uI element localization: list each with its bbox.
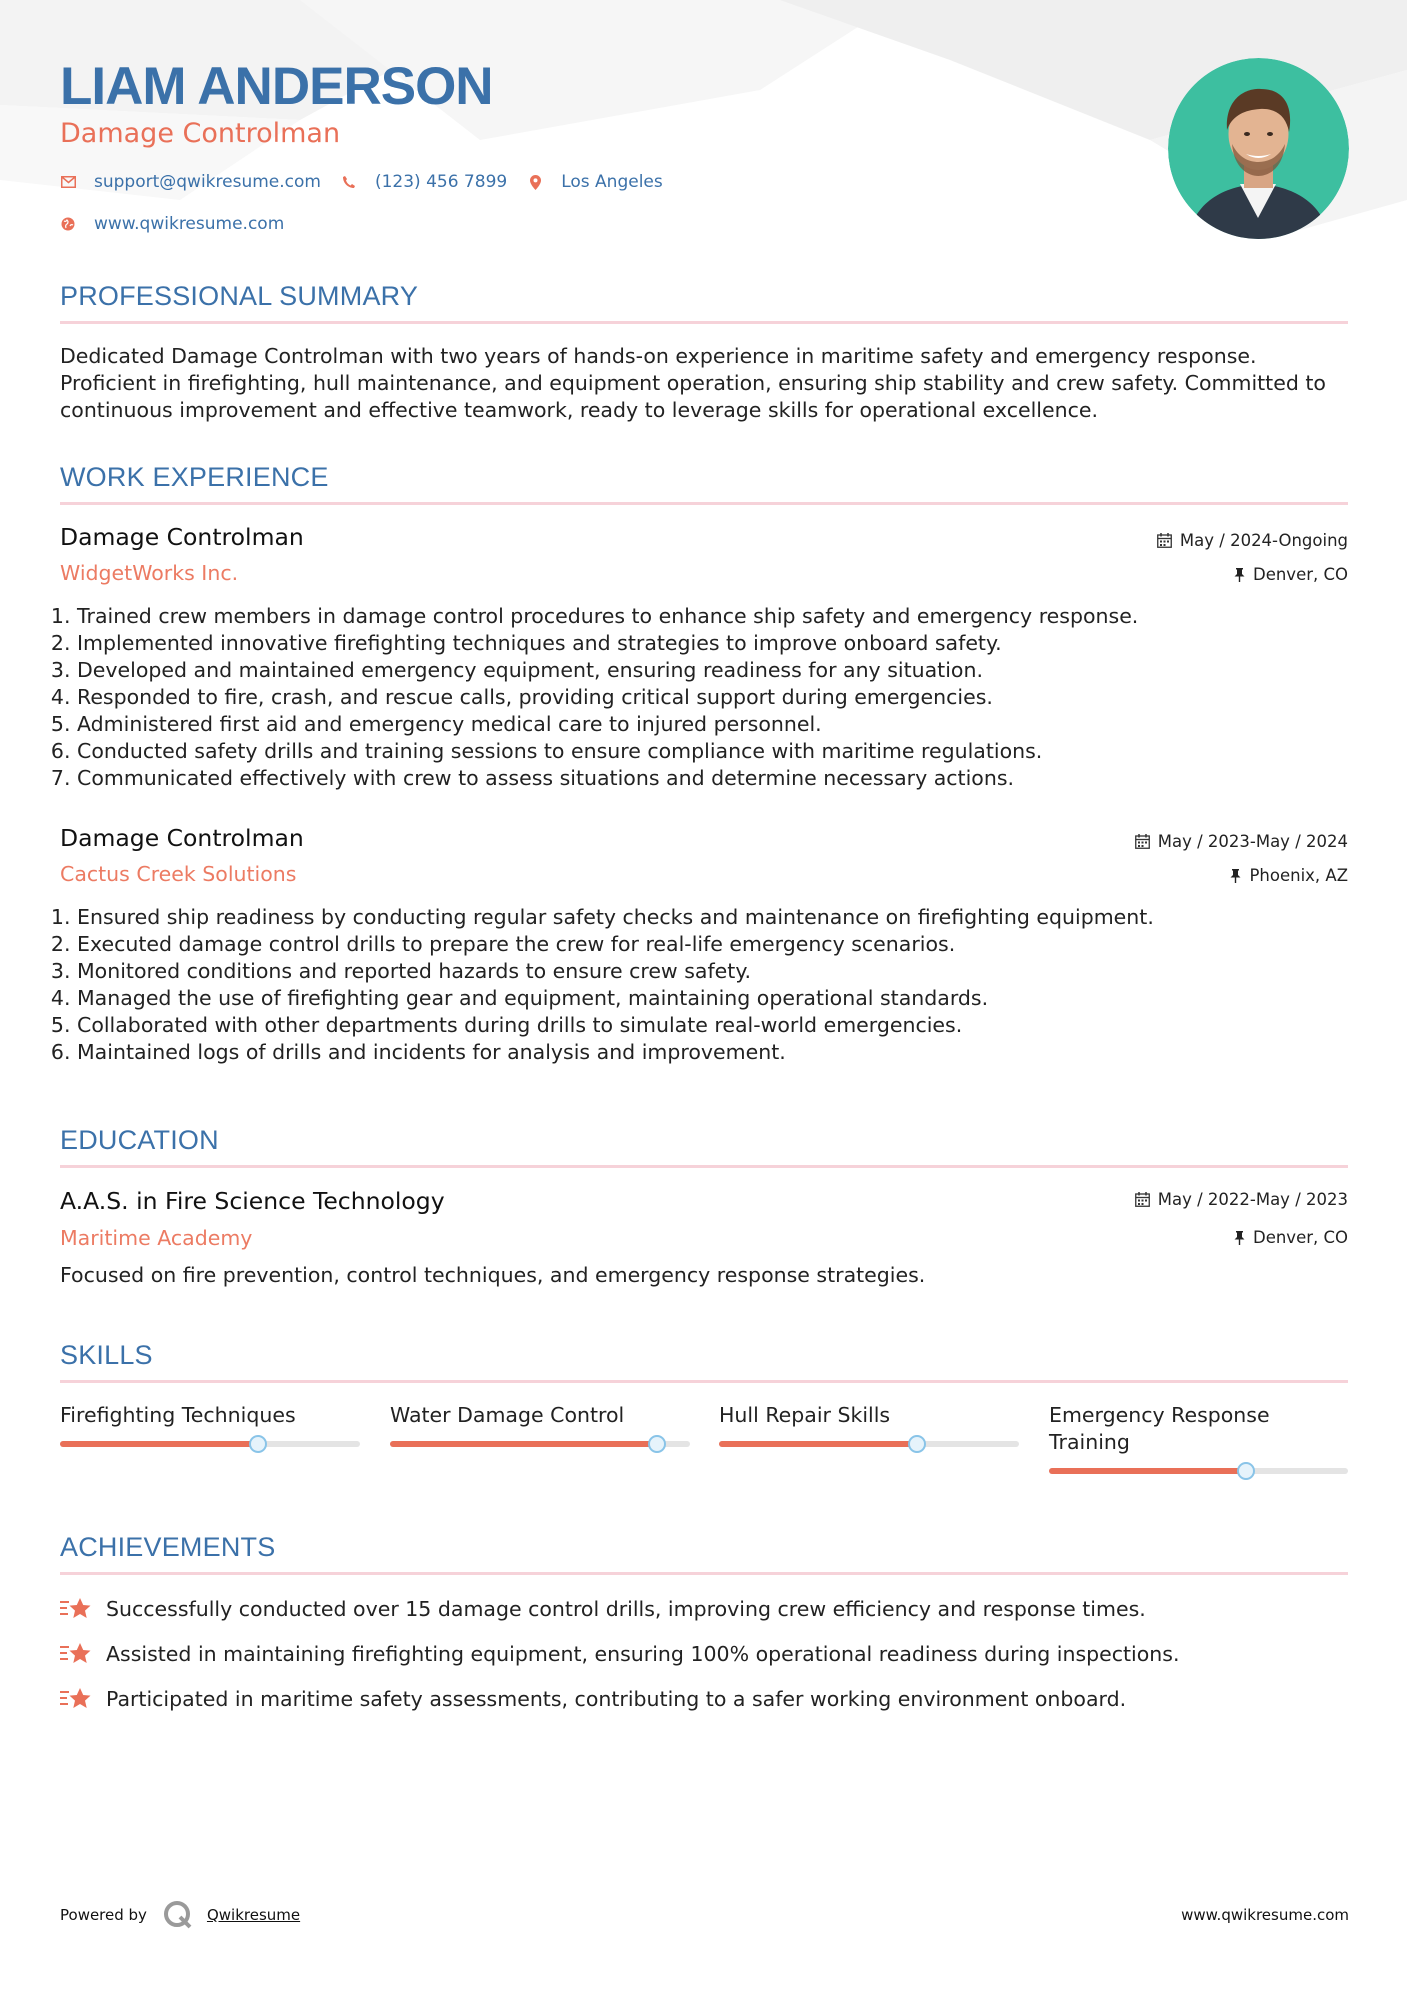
degree-title: A.A.S. in Fire Science Technology bbox=[60, 1187, 445, 1215]
footer-website[interactable]: www.qwikresume.com bbox=[1181, 1906, 1349, 1924]
achievement-item bbox=[60, 1686, 1126, 1712]
list-item: 4. Responded to fire, crash, and rescue calls, providing critical support during emergencies. bbox=[77, 684, 1357, 711]
globe-icon bbox=[60, 216, 76, 232]
education-location-text: Denver, CO bbox=[1252, 1228, 1348, 1247]
school-name: Maritime Academy bbox=[60, 1226, 253, 1250]
email-text: support@qwikresume.com bbox=[94, 172, 321, 192]
list-item: 2. Implemented innovative firefighting techniques and strategies to improve onboard safety. bbox=[77, 630, 1357, 657]
job-location bbox=[1230, 866, 1348, 885]
job-title: Damage Controlman bbox=[60, 824, 304, 852]
section-divider bbox=[60, 1380, 1348, 1383]
phone-text: (123) 456 7899 bbox=[374, 172, 508, 192]
list-item: 5. Collaborated with other departments during drills to simulate real-world emergencies. bbox=[77, 1012, 1357, 1039]
section-title-summary: PROFESSIONAL SUMMARY bbox=[60, 281, 419, 311]
list-item: 3. Monitored conditions and reported hazards to ensure crew safety. bbox=[77, 958, 1357, 985]
job-location-text: Denver, CO bbox=[1252, 565, 1348, 584]
company-name: Cactus Creek Solutions bbox=[60, 862, 297, 886]
skill-level-bar bbox=[60, 1441, 360, 1447]
list-item: 7. Communicated effectively with crew to assess situations and determine necessary actions. bbox=[77, 765, 1357, 792]
calendar-icon bbox=[1135, 834, 1150, 849]
contact-row-website bbox=[60, 214, 304, 234]
list-item: 2. Executed damage control drills to prepare the crew for real-life emergency scenarios. bbox=[77, 931, 1357, 958]
list-item: 4. Managed the use of firefighting gear and equipment, maintaining operational standards. bbox=[77, 985, 1357, 1012]
job-date-text: May / 2024-Ongoing bbox=[1179, 531, 1348, 550]
contact-email[interactable] bbox=[60, 172, 321, 192]
skill-name: Firefighting Techniques bbox=[60, 1403, 296, 1427]
skill-level-knob bbox=[908, 1435, 926, 1453]
website-text: www.qwikresume.com bbox=[94, 214, 285, 234]
powered-by-text: Powered by bbox=[60, 1906, 147, 1924]
summary-text: Dedicated Damage Controlman with two years of hands-on experience in maritime safety and emergency response. Proficient in firefighting, hull maintenance, and equipment operation, ensuring ship stability and crew safety. Committed to continuous improvement and effective teamwork, ready to leverage skills for operational excellence. bbox=[60, 344, 1326, 422]
achievement-item bbox=[60, 1596, 1146, 1622]
skill-level-fill bbox=[719, 1441, 917, 1447]
contact-phone[interactable] bbox=[341, 172, 507, 192]
candidate-role: Damage Controlman bbox=[60, 118, 341, 149]
skill-level-fill bbox=[390, 1441, 657, 1447]
skill-name: Emergency Response Training bbox=[1049, 1403, 1270, 1454]
skill-name: Hull Repair Skills bbox=[719, 1403, 891, 1427]
list-item: 1. Ensured ship readiness by conducting regular safety checks and maintenance on firefighting equipment. bbox=[77, 904, 1357, 931]
brand-link[interactable]: Qwikresume bbox=[206, 1906, 301, 1924]
education-date bbox=[1135, 1190, 1348, 1209]
star-icon bbox=[60, 1596, 92, 1622]
job-location-text: Phoenix, AZ bbox=[1249, 866, 1348, 885]
skill-name: Water Damage Control bbox=[390, 1403, 625, 1427]
skill-item bbox=[1049, 1402, 1348, 1474]
list-item: 6. Conducted safety drills and training sessions to ensure compliance with maritime regulations. bbox=[77, 738, 1357, 765]
skill-item bbox=[390, 1402, 690, 1447]
phone-icon bbox=[341, 174, 357, 190]
skill-level-bar bbox=[719, 1441, 1019, 1447]
calendar-icon bbox=[1135, 1192, 1150, 1207]
footer-powered-by bbox=[60, 1900, 300, 1930]
list-item: 1. Trained crew members in damage control procedures to enhance ship safety and emergency response. bbox=[77, 603, 1357, 630]
section-divider bbox=[60, 321, 1348, 324]
job-responsibilities bbox=[60, 904, 1357, 1066]
section-title-skills: SKILLS bbox=[60, 1340, 153, 1370]
section-divider bbox=[60, 1165, 1348, 1168]
qwikresume-logo-icon bbox=[163, 1900, 193, 1930]
calendar-icon bbox=[1157, 533, 1172, 548]
pushpin-icon bbox=[1230, 869, 1241, 883]
skill-item bbox=[60, 1402, 360, 1447]
contact-row bbox=[60, 172, 683, 192]
company-name: WidgetWorks Inc. bbox=[60, 561, 239, 585]
achievement-text: Successfully conducted over 15 damage control drills, improving crew efficiency and response times. bbox=[106, 1597, 1146, 1621]
achievement-text: Participated in maritime safety assessments, contributing to a safer working environment onboard. bbox=[106, 1687, 1127, 1711]
contact-location bbox=[527, 172, 663, 192]
education-location bbox=[1234, 1228, 1348, 1247]
education-description: Focused on fire prevention, control techniques, and emergency response strategies. bbox=[60, 1263, 926, 1287]
map-pin-icon bbox=[527, 174, 543, 190]
job-location bbox=[1234, 565, 1348, 584]
list-item: 3. Developed and maintained emergency equipment, ensuring readiness for any situation. bbox=[77, 657, 1357, 684]
job-responsibilities bbox=[60, 603, 1357, 792]
job-date bbox=[1135, 832, 1348, 851]
candidate-name: LIAM ANDERSON bbox=[60, 57, 493, 116]
list-item: 6. Maintained logs of drills and incidents for analysis and improvement. bbox=[77, 1039, 1357, 1066]
skill-level-bar bbox=[390, 1441, 690, 1447]
location-text: Los Angeles bbox=[561, 172, 663, 192]
list-item: 5. Administered first aid and emergency medical care to injured personnel. bbox=[77, 711, 1357, 738]
section-title-achievements: ACHIEVEMENTS bbox=[60, 1532, 276, 1562]
section-title-education: EDUCATION bbox=[60, 1125, 219, 1155]
skill-level-bar bbox=[1049, 1468, 1348, 1474]
skill-level-fill bbox=[60, 1441, 258, 1447]
envelope-icon bbox=[60, 174, 76, 190]
section-divider bbox=[60, 1572, 1348, 1575]
contact-website[interactable] bbox=[60, 214, 284, 234]
section-title-experience: WORK EXPERIENCE bbox=[60, 462, 329, 492]
skill-level-knob bbox=[1237, 1462, 1255, 1480]
profile-photo bbox=[1168, 58, 1349, 239]
achievement-text: Assisted in maintaining firefighting equipment, ensuring 100% operational readiness during inspections. bbox=[106, 1642, 1180, 1666]
skill-level-knob bbox=[249, 1435, 267, 1453]
job-date bbox=[1157, 531, 1348, 550]
section-divider bbox=[60, 502, 1348, 505]
skill-item bbox=[719, 1402, 1019, 1447]
pushpin-icon bbox=[1234, 568, 1245, 582]
education-date-text: May / 2022-May / 2023 bbox=[1157, 1190, 1348, 1209]
skill-level-knob bbox=[648, 1435, 666, 1453]
pushpin-icon bbox=[1234, 1231, 1245, 1245]
job-title: Damage Controlman bbox=[60, 523, 304, 551]
star-icon bbox=[60, 1641, 92, 1667]
skill-level-fill bbox=[1049, 1468, 1246, 1474]
star-icon bbox=[60, 1686, 92, 1712]
achievement-item bbox=[60, 1641, 1180, 1667]
job-date-text: May / 2023-May / 2024 bbox=[1157, 832, 1348, 851]
